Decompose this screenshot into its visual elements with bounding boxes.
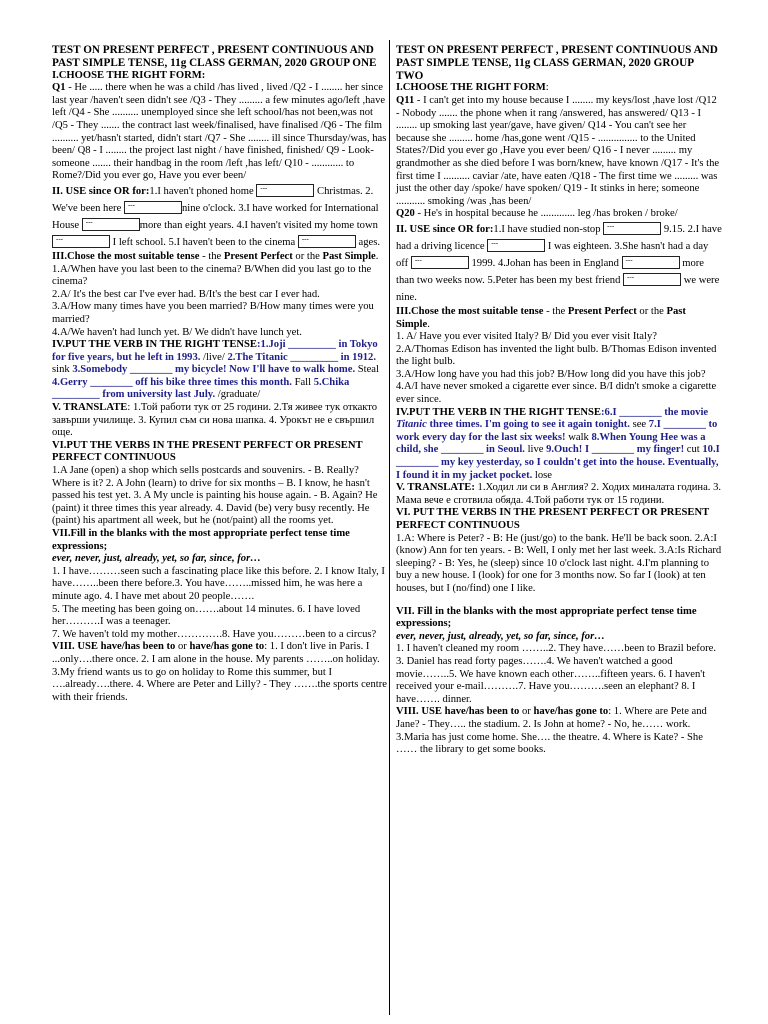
g1-s6-heading: VI.PUT THE VERBS IN THE PRESENT PERFECT OR PRESENT PERFECT CONTINUOUS	[52, 439, 363, 464]
g2-s4-q8: 8.When Young Hee was a child, she ________ in Seoul.	[396, 431, 706, 456]
g2-s8-heading: VIII. USE have/has been to	[396, 706, 520, 718]
g1-s2-p3: nine o'clock. 3.I have worked for International House	[52, 202, 379, 231]
g1-section-3	[52, 251, 388, 339]
g2-s2-p2: 9.15. 2.I have had a driving licence	[396, 223, 722, 252]
g1-s4-q1: :1.Joji _________ in Tokyo for five years, but he left in 1993.	[52, 339, 378, 363]
g2-s4-v10: lose	[532, 469, 552, 481]
g2-s3-mid: - the	[543, 305, 568, 317]
g2-s5-heading: V. TRANSLATE:	[396, 482, 475, 494]
g1-s7-text3: 7. We haven't told my mother………….8. Have you………been to a circus?	[52, 628, 377, 640]
g2-s4-q7: 7.I ________ to work every day for the last six weeks!	[396, 419, 718, 443]
g1-s5-heading: V. TRANSLATE	[52, 402, 128, 414]
g1-s4-v1: /live/	[200, 351, 228, 363]
g2-s3-item: 4.A/I have never smoked a cigarette ever since. B/I didn't smoke a cigarette ever since.	[396, 381, 717, 406]
g1-q1-label: Q1	[52, 82, 66, 94]
g1-s3-heading: III.Chose the most suitable tense	[52, 250, 200, 262]
g1-section-6	[52, 440, 388, 528]
g1-s2-p2: Christmas. 2. We've been here	[52, 185, 374, 214]
answer-box[interactable]: ---	[298, 235, 356, 248]
g2-s8-b: have/has gone to	[533, 706, 609, 718]
g1-s3-ps: Past Simple	[322, 250, 376, 262]
g2-s3-pp: Present Perfect	[567, 305, 637, 317]
g1-s3-item: 3.A/How many times have you been married? B/How many times were you married?	[52, 301, 374, 325]
g2-s7-text: 1. I haven't cleaned my room ……..2. They have……been to Brazil before. 3. Daniel has read forty pages…….4. We haven't watched a good movie……..5. We have known each other……..fifteen years. 6. I haven't received your e-mail……….7. Have you……….seen an elephant? 8. I have……. dinner.	[396, 643, 717, 705]
g2-s3-item: 2.A/Thomas Edison has invented the light bulb. B/Thomas Edison invented the light bulb.	[396, 343, 717, 368]
g2-section-8	[396, 706, 722, 756]
group-two-title: TEST ON PRESENT PERFECT , PRESENT CONTINUOUS AND PAST SIMPLE TENSE, 11g CLASS GERMAN, 2020 GROUP TWO	[396, 44, 718, 82]
g1-section-7	[52, 528, 388, 641]
g2-s8-text: : 1. Where are Pete and Jane? - They….. the stadium. 2. Is John at home? - No, he…… work. 3.Maria has just come home. She…. the theatre. 4. Where is Kate? - She …… the library to get some books.	[396, 706, 707, 756]
g2-q20-label: Q20	[396, 208, 415, 220]
g1-s7-words: ever, never, just, already, yet, so far, since, for…	[52, 553, 261, 565]
g1-s3-end: .	[375, 250, 379, 262]
g1-s4-v3: Steal	[355, 364, 379, 376]
g2-section-3	[396, 306, 722, 407]
g2-section-1	[396, 82, 722, 221]
answer-box[interactable]: ---	[82, 218, 140, 231]
g2-q11-label: Q11	[396, 94, 415, 106]
g1-s2-p5: I left school. 5.I haven't been to the cinema	[112, 236, 296, 248]
answer-box[interactable]: ---	[487, 239, 545, 252]
g2-section-4	[396, 407, 722, 483]
g1-s3-item: 2.A/ It's the best car I've ever had. B/It's the best car I ever had.	[52, 288, 320, 300]
g2-s7-words: ever, never, just, already, yet, so far, since, for…	[396, 630, 605, 642]
g2-section-2	[396, 221, 722, 306]
g2-s6-text: 1.A: Where is Peter? - B: He (just/go) to the bank. He'll be back soon. 2.A:I (know) Ann for ten years. - B: Well, I only met her last week. 3.A:Is Richard sleeping? - B: Yes, he (sleep) since 10 o'clock last night. 4.I'm planning to buy a new house. I (look) for one for 3 months now. So far I (look) at ten houses, but I (no/find) one I like.	[396, 532, 722, 594]
answer-box[interactable]: ---	[256, 184, 314, 197]
g1-s4-q2: 2.The Titanic _________ in 1912.	[227, 351, 376, 363]
g1-section-2	[52, 183, 388, 251]
g1-s7-text1: 1. I have………seen such a fascinating place like this before. 2. I know Italy, I have……..been there before.3. You have……..missed him, he was here a minute ago. 4. I have met about 20 people…….	[52, 565, 385, 602]
g1-s8-b: have/has gone to	[189, 641, 265, 653]
g2-s3-ps: Past Simple	[396, 305, 686, 330]
g1-s2-p1: 1.I haven't phoned home	[149, 185, 254, 197]
g2-s5-text: 1.Ходил ли си в Англия? 2. Ходих миналата година. 3. Мама вече е сготвила обяда. 4.Той работи тук от 15 години.	[396, 482, 722, 506]
g2-s4-heading: IV.PUT THE VERB IN THE RIGHT TENSE	[396, 406, 601, 418]
g2-section-6	[396, 507, 722, 595]
g2-s2-p5: more than two weeks now. 5.Peter has been my best friend	[396, 257, 704, 286]
g1-s4-heading: IV.PUT THE VERB IN THE RIGHT TENSE	[52, 339, 257, 351]
g1-section-5	[52, 402, 388, 440]
g2-s6-heading: VI. PUT THE VERBS IN THE PRESENT PERFECT OR PRESENT PERFECT CONTINUOUS	[396, 507, 710, 532]
g1-s4-q5: 5.Chika _________ from university last July.	[52, 376, 350, 401]
g1-section-4	[52, 339, 388, 402]
g2-s4-v8: live	[524, 444, 547, 456]
g1-s8-heading: VIII. USE have/has been to	[52, 641, 176, 653]
g2-s2-p6: we were nine.	[396, 274, 720, 303]
g2-s2-p1: 1.I have studied non-stop	[493, 223, 601, 235]
g2-s1-heading: I.CHOOSE THE RIGHT FORM	[396, 82, 546, 94]
g2-s4-q6-title: Titanic	[396, 419, 427, 431]
g2-s2-p3: I was eighteen. 3.She hasn't had a day off	[396, 240, 709, 269]
g1-s3-or: or the	[292, 250, 323, 262]
answer-box[interactable]: ---	[411, 256, 469, 269]
g1-s8-text: : 1. I don't live in Paris. I ...only….there once. 2. I am alone in the house. My parents ……..on holiday. 3.My friend wants us to go on holiday to Rome this summer, but I ….already….there. 4. Where are Peter and Lilly? - They …….the sports centre with their friends.	[52, 641, 387, 703]
g2-s2-p4: 1999. 4.Johan has been in England	[471, 257, 619, 269]
g1-s4-q4: 4.Gerry ________ off his bike three times this month.	[52, 376, 292, 388]
answer-box[interactable]: ---	[124, 201, 182, 214]
g1-s5-text: : 1.Той работи тук от 25 години. 2.Тя живее тук откакто завърши училище. 3. Купил съм си нова шапка. 4. Урокът не е свършил още.	[52, 402, 378, 439]
answer-box[interactable]: ---	[623, 273, 681, 286]
g2-s7-heading: VII. Fill in the blanks with the most appropriate perfect tense time expressions;	[396, 605, 697, 630]
g2-s3-end: .	[427, 318, 430, 330]
g2-s4-q6: :6.I ________ the movie	[601, 406, 709, 418]
column-divider	[389, 40, 390, 1015]
g2-s2-heading: II. USE since OR for:	[396, 223, 494, 235]
g2-s8-or: or	[519, 706, 534, 718]
answer-box[interactable]: ---	[52, 235, 110, 248]
g1-s1-text: - He ..... there when he was a child /has lived , lived /Q2 - I ........ her since last year /haven't seen didn't see /Q3 - They ......... a few minutes ago/left ,have left /Q4 - She .......... unemployed since she left school/has not been,was not /Q5 - They ....... the contract last week/finalised, have finalised /Q6 - The film .......... yet/hasn't started, didn't start /Q7 - She ........ ill since Thursday/was, has been/ Q8 - I ........ the project last night / have finished, finished/ Q9 - Look- someone ....... their handbag in the room /left ,has left/ Q10 - ............ to Rome?/Did you ever go, Have you ever been/	[52, 82, 387, 182]
g2-s4-v9: cut	[684, 444, 703, 456]
g1-s2-p6: ages.	[358, 236, 380, 248]
g2-s4-q6-rest: three times. I'm going to see it again tonight.	[426, 419, 630, 431]
g2-s3-heading: III.Chose the most suitable tense	[396, 305, 544, 317]
g1-s7-text2: 5. The meeting has been going on…….about 14 minutes. 6. I have loved her……….I was a teenager.	[52, 603, 361, 628]
g2-s4-q10: 10.I ________ my key yesterday, so I couldn't get into the house. Eventually, I found it in my jacket pocket.	[396, 444, 720, 481]
g1-s7-heading: VII.Fill in the blanks with the most appropriate perfect tense time expressions;	[52, 528, 350, 552]
g2-s4-v6: see	[629, 419, 649, 431]
g2-s1-q20: - He's in hospital because he ............. leg /has broken / broke/	[414, 208, 678, 220]
g2-s1-text: - I can't get into my house because I ........ my keys/lost ,have lost /Q12 - Nobody ....... the phone when it rang /answered, has answered/ Q13 - I ........ up smoking last year/gave, have given/ Q14 - You can't see her because she ......... home /has,gone went /Q15 - ............... to the United States?/Did you ever go ,Have you ever been/ Q16 - I never ......... my grandmother as she died before I was born/knew, have known /Q17 - It's the first time I .......... caviar /ate, have eaten /Q18 - The first time we ......... was just the other day /spoke/ have spoken/ Q19 - It stinks in here; someone ........... smoking /was ,has been/	[396, 94, 720, 207]
group-one-title: TEST ON PRESENT PERFECT , PRESENT CONTINUOUS AND PAST SIMPLE TENSE, 11g CLASS GERMAN, 2020 GROUP ONE	[52, 44, 377, 69]
g1-s2-heading: II. USE since OR for:	[52, 185, 150, 197]
g1-s6-text: 1.A Jane (open) a shop which sells postcards and souvenirs. - B. Really? Where is it? 2. A John (learn) to drive for six months – B. I know, he hasn't passed his test yet. 3. A My uncle is painting his house again. - B. Again? He (paint) it three times this year already. 4. David (be) very busy recently. He (paint) his apartment all week, but he (not/paint) all the rooms yet.	[52, 465, 378, 527]
g1-s4-v5: /graduate/	[215, 389, 261, 401]
g2-s4-v7: walk	[565, 431, 592, 443]
g2-s1-colon: :	[545, 82, 549, 94]
g1-s4-q3: 3.Somebody ________ my bicycle! Now I'll have to walk home.	[72, 364, 356, 376]
g1-s3-item: 1.A/When have you last been to the cinema? B/When did you last go to the cinema?	[52, 263, 372, 288]
g2-section-7	[396, 606, 722, 707]
g1-s3-pp: Present Perfect	[223, 250, 293, 262]
g2-s3-item: 1. A/ Have you ever visited Italy? B/ Did you ever visit Italy?	[396, 331, 657, 343]
g2-section-5	[396, 482, 722, 507]
g1-s3-mid: - the	[199, 250, 224, 262]
g1-section-1	[52, 70, 388, 183]
g1-s3-item: 4.A/We haven't had lunch yet. B/ We didn't have lunch yet.	[52, 326, 302, 338]
g1-section-8	[52, 641, 388, 704]
g2-s3-or: or the	[636, 305, 667, 317]
g1-s2-p4: more than eight years. 4.I haven't visited my home town	[139, 219, 378, 231]
g1-s4-v2: sink	[52, 364, 73, 376]
group-one-column	[52, 44, 388, 704]
answer-box[interactable]: ---	[622, 256, 680, 269]
g2-s4-q9: 9.Ouch! I ________ my finger!	[546, 444, 685, 456]
group-two-column	[396, 44, 722, 757]
g1-s8-or: or	[175, 641, 190, 653]
answer-box[interactable]: ---	[603, 222, 661, 235]
g1-s4-v4: Fall	[291, 376, 314, 388]
g2-s3-item: 3.A/How long have you had this job? B/How long did you have this job?	[396, 368, 706, 380]
g1-s1-heading: I.CHOOSE THE RIGHT FORM:	[52, 69, 206, 81]
